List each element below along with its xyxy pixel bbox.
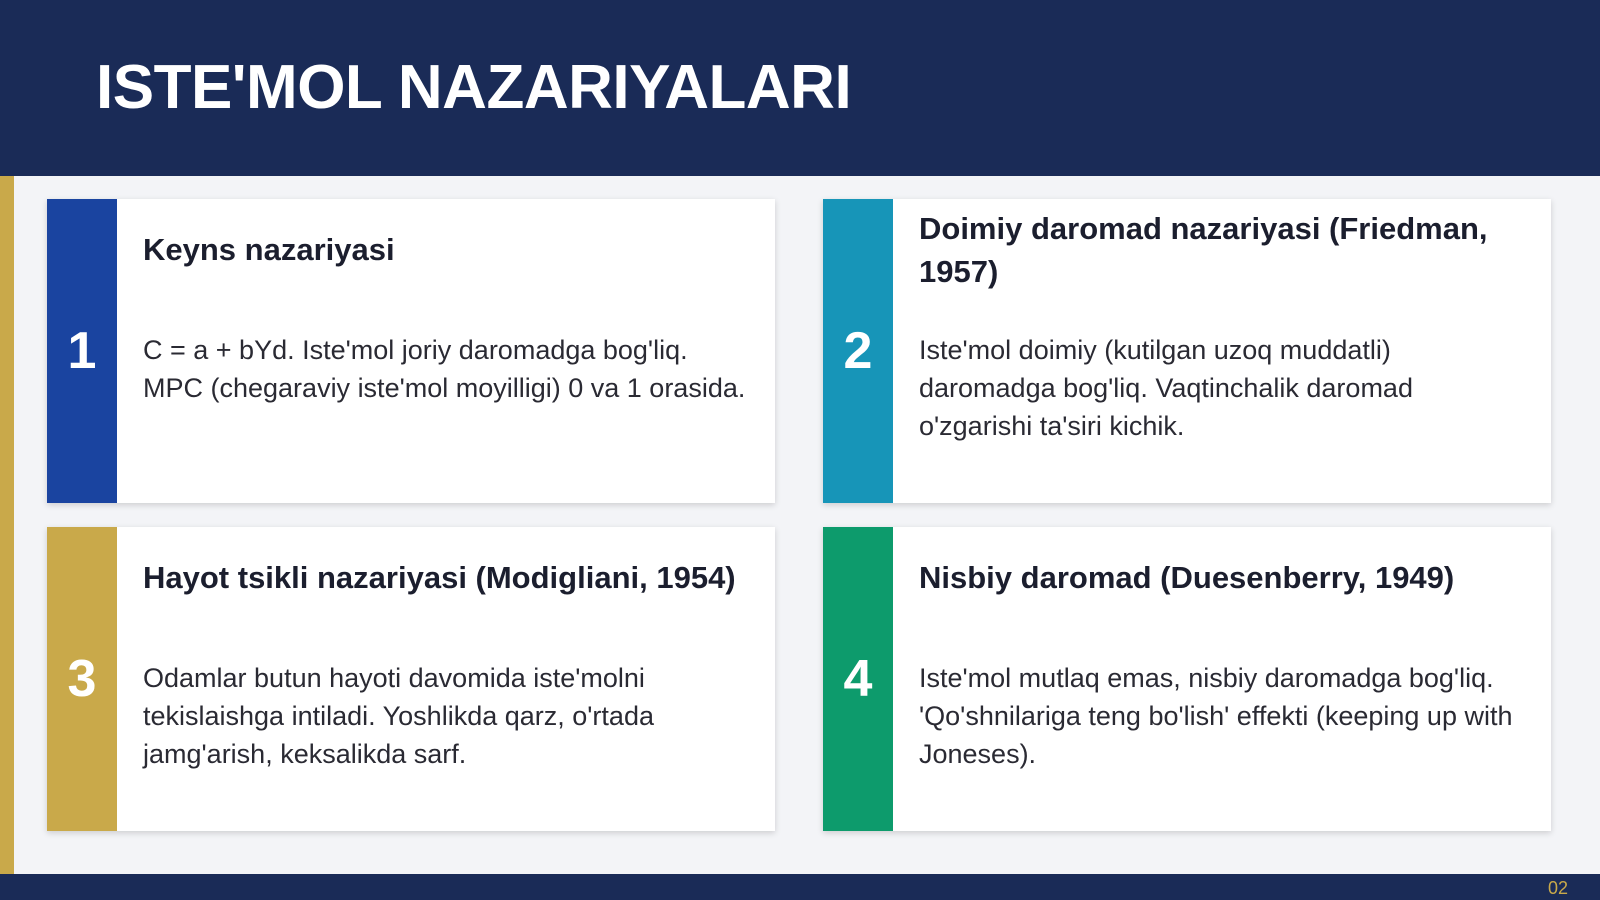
card-number: 1	[67, 322, 97, 380]
theory-card-1	[47, 199, 775, 503]
card-number-band	[823, 199, 893, 503]
slide-title: ISTE'MOL NAZARIYALARI	[96, 53, 852, 122]
card-number-band	[47, 527, 117, 831]
footer-bar	[0, 874, 1600, 900]
card-body	[893, 527, 1551, 831]
card-title: Hayot tsikli nazariyasi (Modigliani, 1954)	[143, 560, 736, 595]
card-title: Doimiy daromad nazariyasi (Friedman, 1957)	[919, 211, 1488, 289]
card-body	[117, 527, 775, 831]
theory-card-4	[823, 527, 1551, 831]
card-text: Iste'mol mutlaq emas, nisbiy daromadga bog'liq. 'Qo'shnilariga teng bo'lish' effekti (keeping up with Joneses).	[919, 663, 1513, 769]
card-text: C = a + bYd. Iste'mol joriy daromadga bog'liq. MPC (chegaraviy iste'mol moyilligi) 0 va 1 orasida.	[143, 335, 746, 403]
card-number: 3	[67, 650, 97, 708]
card-number: 2	[843, 322, 873, 380]
card-number-band	[823, 527, 893, 831]
card-title: Nisbiy daromad (Duesenberry, 1949)	[919, 560, 1455, 595]
title-bar	[0, 0, 1600, 176]
card-body	[893, 199, 1551, 503]
theory-card-2	[823, 199, 1551, 503]
left-accent-bar	[0, 176, 14, 874]
card-text: Odamlar butun hayoti davomida iste'molni tekislaishga intiladi. Yoshlikda qarz, o'rtada jamg'arish, keksalikda sarf.	[143, 663, 654, 769]
card-number-band	[47, 199, 117, 503]
theory-card-3	[47, 527, 775, 831]
card-text: Iste'mol doimiy (kutilgan uzoq muddatli) daromadga bog'liq. Vaqtinchalik daromad o'zgarishi ta'siri kichik.	[919, 335, 1413, 441]
page-number: 02	[1547, 878, 1568, 898]
card-title: Keyns nazariyasi	[143, 232, 395, 267]
card-body	[117, 199, 775, 503]
card-number: 4	[843, 650, 873, 708]
